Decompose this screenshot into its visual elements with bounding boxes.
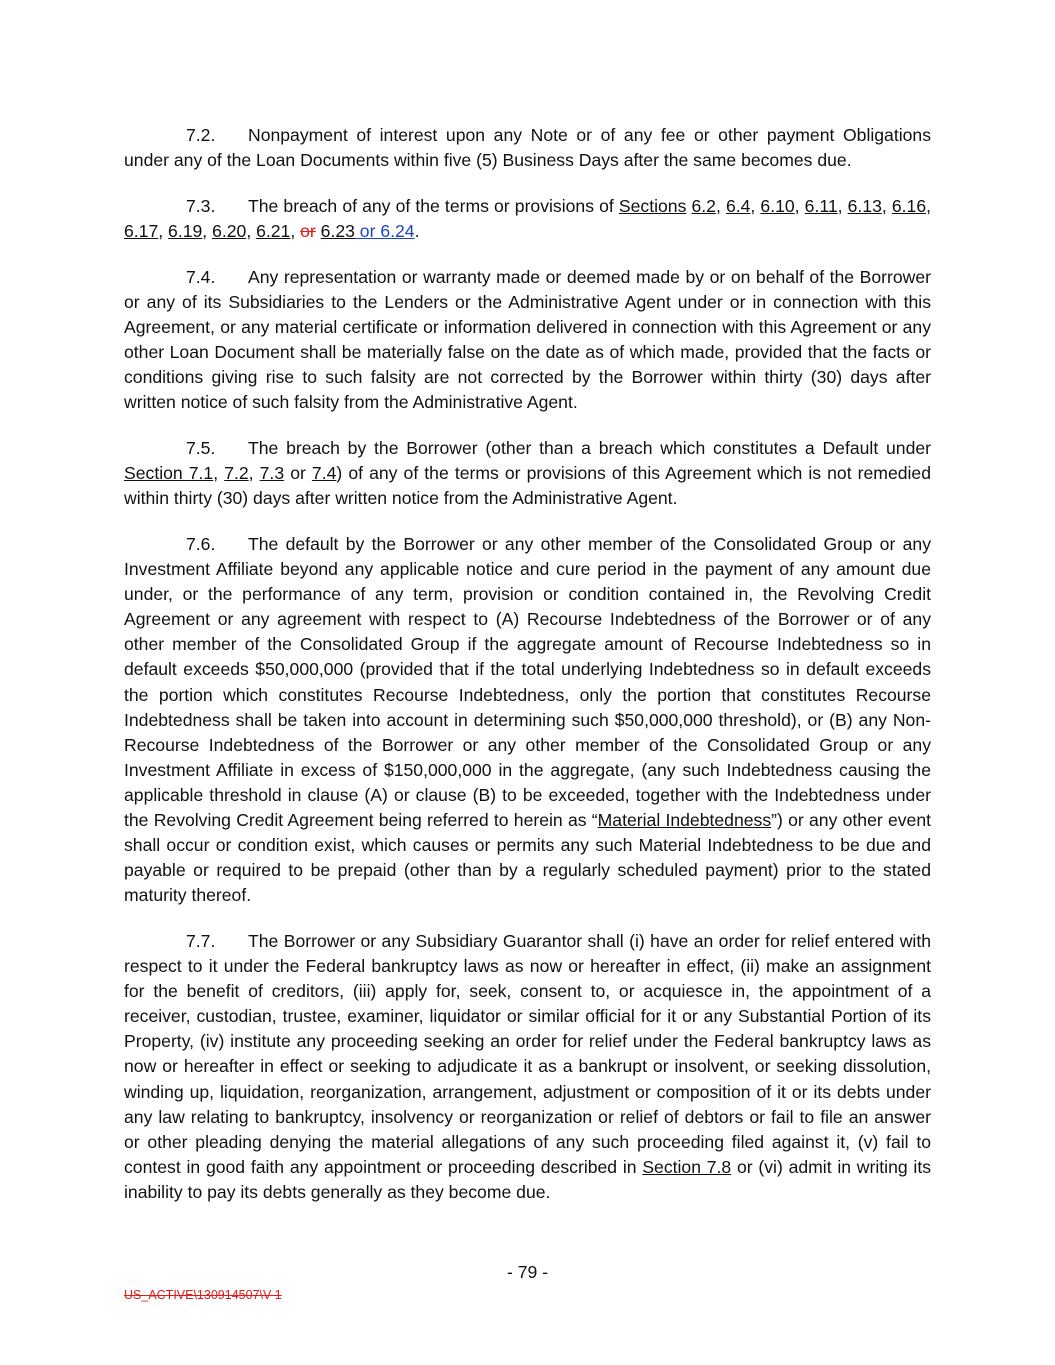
separator: , <box>926 196 931 216</box>
section-ref-link[interactable]: 6.4 <box>725 196 751 216</box>
section-text: or (vi) admit in writing its inability to pay its debts generally as they become due. <box>124 1156 932 1202</box>
separator: , <box>837 196 848 216</box>
separator: , <box>715 196 726 216</box>
section-text: The breach by the Borrower (other than a breach which constitutes a Default under <box>248 438 931 458</box>
section-7-2 <box>124 123 931 173</box>
section-text: ) of any of the terms or provisions of this Agreement which is not remedied within thirty (30) days after written notice from the Administrative Agent. <box>124 463 932 509</box>
section-ref-link[interactable]: 7.3 <box>259 463 285 484</box>
section-text: The default by the Borrower or any other member of the Consolidated Group or any Investment Affiliate beyond any applicable notice and cure period in the payment of any amount due under, or the performance of any term, provision or condition contained in, the Revolving Credit Agreement or any agreement with respect to (A) Recourse Indebtedness of the Borrower or of any other member of the Consolidated Group if the aggregate amount of Recourse Indebtedness so in default exceeds $50,000,000 (provided that if the total underlying Indebtedness so in default exceeds the portion which constitutes Recourse Indebtedness, only the portion that constitutes Recourse Indebtedness shall be taken into account in determining such $50,000,000 threshold), or (B) any Non-Recourse Indebtedness of the Borrower or any other member of the Consolidated Group or any Investment Affiliate in excess of $150,000,000 in the aggregate, (any such Indebtedness causing the applicable threshold in clause (A) or clause (B) to be exceeded, together with the Indebtedness under the Revolving Credit Agreement being referred to herein as “ <box>124 534 931 831</box>
separator: , <box>158 221 169 242</box>
separator: , <box>750 196 761 216</box>
section-ref-link[interactable]: 6.13 <box>847 196 882 216</box>
separator: , <box>881 196 892 216</box>
section-ref-link[interactable]: 6.23 <box>320 221 355 242</box>
separator: , <box>290 221 301 242</box>
section-ref-link[interactable]: 7.2 <box>224 463 249 484</box>
sections-reference: Sections <box>618 196 687 216</box>
section-ref-link[interactable]: 6.17 <box>124 221 159 242</box>
section-number: 7.4. <box>186 267 216 287</box>
section-7-3 <box>124 194 931 244</box>
section-ref-link[interactable]: 6.19 <box>168 221 203 242</box>
separator: , <box>248 463 260 484</box>
separator: , <box>202 221 213 242</box>
page-number: - 79 - <box>506 1262 549 1282</box>
section-ref-link[interactable]: 6.2 <box>691 196 716 216</box>
document-id: US_ACTIVE\130914507\V-1 <box>124 1288 282 1302</box>
section-ref-link[interactable]: Section 7.1 <box>124 463 214 484</box>
section-text: ”) or any other event shall occur or condition exist, which causes or permits any such Material Indebtedness to be due and payable or required to be prepaid (other than by a regularly scheduled payment) prior to the stated maturity thereof. <box>124 810 932 906</box>
section-7-7 <box>124 929 931 1205</box>
separator: or <box>284 463 312 484</box>
period: . <box>414 221 420 242</box>
section-text: The Borrower or any Subsidiary Guarantor shall (i) have an order for relief entered with respect to it under the Federal bankruptcy laws as now or hereafter in effect, (ii) make an assignment for the benefit of creditors, (iii) apply for, seek, consent to, or acquiesce in, the appointment of a receiver, custodian, trustee, examiner, liquidator or similar official for it or any Substantial Portion of its Property, (iv) institute any proceeding seeking an order for relief under the Federal bankruptcy laws as now or hereafter in effect or seeking to adjudicate it as a bankrupt or insolvent, or seeking dissolution, winding up, liquidation, reorganization, arrangement, adjustment or composition of it or its debts under any law relating to bankruptcy, insolvency or reorganization or relief of debtors or fail to file an answer or other pleading denying the material allegations of any such proceeding filed against it, (v) fail to contest in good faith any appointment or proceeding described in <box>124 931 931 1177</box>
section-text: Any representation or warranty made or deemed made by or on behalf of the Borrower or any of its Subsidiaries to the Lenders or the Administrative Agent under or in connection with this Agreement, or any material certificate or information delivered in connection with this Agreement or any other Loan Document shall be materially false on the date as of which made, provided that the facts or conditions giving rise to such falsity are not corrected by the Borrower within thirty (30) days after written notice of such falsity from the Administrative Agent. <box>124 267 931 413</box>
section-number: 7.7. <box>186 931 216 951</box>
section-text: Nonpayment of interest upon any Note or of any fee or other payment Obligations under any of the Loan Documents within five (5) Business Days after the same becomes due. <box>124 125 931 171</box>
deleted-text: or <box>300 221 316 242</box>
separator: , <box>213 463 225 484</box>
section-ref-link[interactable]: 6.16 <box>891 196 927 216</box>
section-7-4 <box>124 265 931 416</box>
section-ref-link[interactable]: Section 7.8 <box>642 1156 732 1177</box>
section-ref-link[interactable]: 6.20 <box>212 221 247 242</box>
section-ref-link[interactable]: 7.4 <box>311 463 337 484</box>
separator: , <box>794 196 805 216</box>
section-text: The breach of any of the terms or provisions of <box>248 196 619 216</box>
section-number: 7.2. <box>186 125 216 145</box>
section-ref-link[interactable]: 6.10 <box>760 196 795 216</box>
section-ref-link[interactable]: 6.21 <box>256 221 291 242</box>
section-number: 7.6. <box>186 534 216 554</box>
defined-term: Material Indebtedness <box>597 810 772 831</box>
section-7-5 <box>124 436 931 511</box>
section-7-6 <box>124 532 931 908</box>
section-number: 7.5. <box>186 438 216 458</box>
section-number: 7.3. <box>186 196 216 216</box>
section-ref-link[interactable]: 6.11 <box>804 196 838 216</box>
separator: , <box>246 221 257 242</box>
inserted-text: or 6.24 <box>354 221 415 242</box>
